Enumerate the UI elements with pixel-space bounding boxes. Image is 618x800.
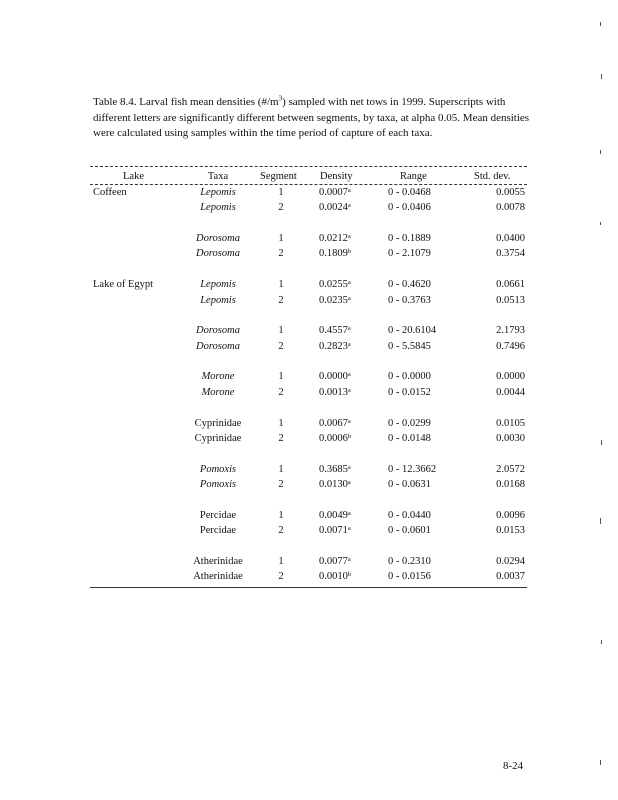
cell-segment: 2 [278,248,284,260]
header-segment: Segment [260,171,297,182]
cell-density [319,570,351,584]
scan-mark [601,74,602,79]
density-superscript: a [347,279,351,287]
cell-taxa: Cyprinidae [194,432,242,444]
cell-density [319,278,351,292]
cell-density [319,340,351,354]
density-superscript: a [347,233,351,241]
cell-segment: 1 [278,187,284,198]
cell-range: 0 - 0.0156 [388,571,431,583]
cell-lake: Coffeen [93,187,127,198]
cell-std-dev: 0.3754 [496,248,525,260]
cell-range: 0 - 0.0299 [388,417,431,429]
density-superscript: a [347,371,351,379]
header-std-dev: Std. dev. [474,171,511,182]
header-range: Range [400,171,427,182]
cell-density [319,247,351,261]
cell-segment: 1 [278,279,284,291]
table-row [90,555,527,569]
table-row [90,186,527,200]
cell-std-dev: 2.1793 [496,325,525,337]
header-density: Density [320,171,353,182]
table-row [90,278,527,292]
density-value: 0.1809 [319,248,348,260]
cell-range: 0 - 0.2310 [388,555,431,567]
cell-taxa: Lepomis [200,279,236,291]
cell-taxa: Pomoxis [199,463,237,475]
density-value: 0.0130 [319,478,348,490]
table-row [90,478,527,492]
density-value: 0.0067 [319,417,348,429]
cell-taxa: Percidae [199,525,237,536]
cell-std-dev: 0.0078 [496,202,525,214]
density-superscript: a [347,202,351,210]
scan-mark [601,440,602,445]
density-value: 0.0049 [319,509,348,521]
table-row [90,232,527,246]
cell-density [319,417,351,431]
cell-range: 0 - 0.3763 [388,294,431,306]
cell-std-dev: 0.0037 [496,571,525,583]
cell-std-dev: 0.0661 [496,279,525,291]
table-row [90,294,527,308]
density-superscript: a [347,463,351,471]
cell-std-dev: 0.0153 [496,525,525,536]
cell-std-dev: 0.0105 [496,417,525,429]
cell-density [319,509,351,523]
cell-density [319,478,351,492]
cell-std-dev: 2.0572 [496,463,525,475]
cell-segment: 1 [278,371,284,383]
density-value: 0.0024 [319,202,348,214]
cell-range: 0 - 0.0152 [388,386,431,398]
density-value: 0.0235 [319,294,348,306]
cell-segment: 2 [278,202,284,214]
table-caption [93,95,533,142]
scan-mark [600,22,601,26]
cell-density [319,201,351,215]
cell-density [319,386,351,400]
cell-taxa: Pomoxis [199,478,237,490]
cell-segment: 2 [278,432,284,444]
cell-range: 0 - 12.3662 [388,463,437,475]
cell-std-dev: 0.7496 [496,340,525,352]
scan-mark [600,760,601,765]
density-superscript: b [347,432,352,440]
table-row [90,417,527,431]
cell-density [319,294,351,308]
cell-density [319,555,351,569]
cell-taxa: Dorosoma [196,340,240,352]
cell-taxa: Cyprinidae [194,417,242,429]
table-row [90,509,527,523]
density-superscript: a [347,478,351,486]
density-value: 0.3685 [319,463,348,475]
density-superscript: a [347,525,351,532]
cell-density [319,370,351,384]
cell-taxa: Morone [201,371,235,383]
cell-segment: 2 [278,340,284,352]
density-value: 0.4557 [319,325,348,337]
cell-density [319,186,351,200]
cell-segment: 2 [278,478,284,490]
density-value: 0.0007 [319,187,348,198]
cell-segment: 1 [278,509,284,521]
cell-range: 0 - 2.1079 [388,248,431,260]
cell-range: 0 - 0.4620 [388,279,431,291]
density-value: 0.0077 [319,555,348,567]
cell-segment: 2 [278,294,284,306]
density-value: 0.0255 [319,279,348,291]
cell-range: 0 - 0.0468 [388,187,431,198]
cell-segment: 2 [278,386,284,398]
density-superscript: a [347,417,351,425]
header-lake: Lake [123,171,144,182]
density-superscript: a [347,386,351,394]
cell-std-dev: 0.0096 [496,509,525,521]
cell-density [319,524,351,538]
cell-taxa: Morone [201,386,235,398]
cell-taxa: Dorosoma [196,325,240,337]
cell-density [319,463,351,477]
density-superscript: a [347,294,351,302]
cell-segment: 1 [278,463,284,475]
cell-taxa: Percidae [199,509,237,521]
caption-suffix: ) sampled with net tows in 1999. Superscripts with different letters are significantly different between segments, by taxa, at alpha 0.05. Mean densities were calculated using samples within the time period of capture of each taxa. [93,96,530,139]
cell-density [319,324,351,338]
density-value: 0.2823 [319,340,348,352]
scan-mark [601,640,602,644]
scan-mark [600,150,601,154]
table-header-rule [90,184,527,185]
cell-std-dev: 0.0030 [496,432,525,444]
density-superscript: a [347,340,351,348]
density-superscript: b [347,248,352,256]
cell-density [319,432,351,446]
cell-taxa: Lepomis [200,294,236,306]
caption-superscript: 3 [278,94,283,103]
table-row [90,324,527,338]
cell-std-dev: 0.0044 [496,386,525,398]
table-row [90,201,527,215]
density-value: 0.0212 [319,233,348,245]
cell-segment: 1 [278,555,284,567]
cell-segment: 2 [278,571,284,583]
cell-segment: 1 [278,325,284,337]
cell-taxa: Lepomis [200,202,236,214]
cell-std-dev: 0.0400 [496,233,525,245]
density-superscript: a [347,555,351,563]
cell-std-dev: 0.0168 [496,478,525,490]
table-row [90,463,527,477]
table-row [90,340,527,354]
table-row [90,370,527,384]
header-taxa: Taxa [207,171,229,182]
table-row [90,432,527,446]
cell-taxa: Dorosoma [196,248,240,260]
cell-range: 0 - 0.0148 [388,432,431,444]
cell-range: 0 - 0.0601 [388,525,431,536]
density-value: 0.0006 [319,432,348,444]
cell-std-dev: 0.0294 [496,555,525,567]
cell-taxa: Lepomis [200,187,236,198]
cell-std-dev: 0.0055 [496,187,525,198]
cell-density [319,232,351,246]
cell-segment: 1 [278,233,284,245]
cell-lake: Lake of Egypt [93,279,154,291]
table-row [90,386,527,400]
density-value: 0.0000 [319,371,348,383]
density-superscript: a [347,187,351,194]
density-superscript: a [347,325,351,333]
caption-prefix: Table 8.4. Larval fish mean densities (#/m [93,96,279,108]
cell-range: 0 - 0.0000 [388,371,431,383]
density-superscript: a [347,509,351,517]
cell-range: 0 - 20.6104 [388,325,437,337]
cell-std-dev: 0.0000 [496,371,525,383]
scan-mark [600,222,601,225]
table-bottom-rule [90,587,527,588]
table-row [90,247,527,261]
cell-range: 0 - 0.1889 [388,233,431,245]
density-value: 0.0013 [319,386,348,398]
cell-segment: 1 [278,417,284,429]
cell-taxa: Atherinidae [193,555,243,567]
table-row [90,524,527,538]
cell-range: 0 - 0.0631 [388,478,431,490]
cell-taxa: Atherinidae [193,571,243,583]
page-number: 8-24 [503,760,524,772]
table-row [90,570,527,584]
cell-std-dev: 0.0513 [496,294,525,306]
scan-mark [600,518,601,524]
cell-taxa: Dorosoma [196,233,240,245]
table-top-rule [90,166,527,167]
cell-range: 0 - 0.0440 [388,509,431,521]
density-value: 0.0071 [319,525,348,536]
cell-segment: 2 [278,525,284,536]
cell-range: 0 - 5.5845 [388,340,431,352]
density-value: 0.0010 [319,571,348,583]
cell-range: 0 - 0.0406 [388,202,431,214]
density-superscript: b [347,571,352,579]
